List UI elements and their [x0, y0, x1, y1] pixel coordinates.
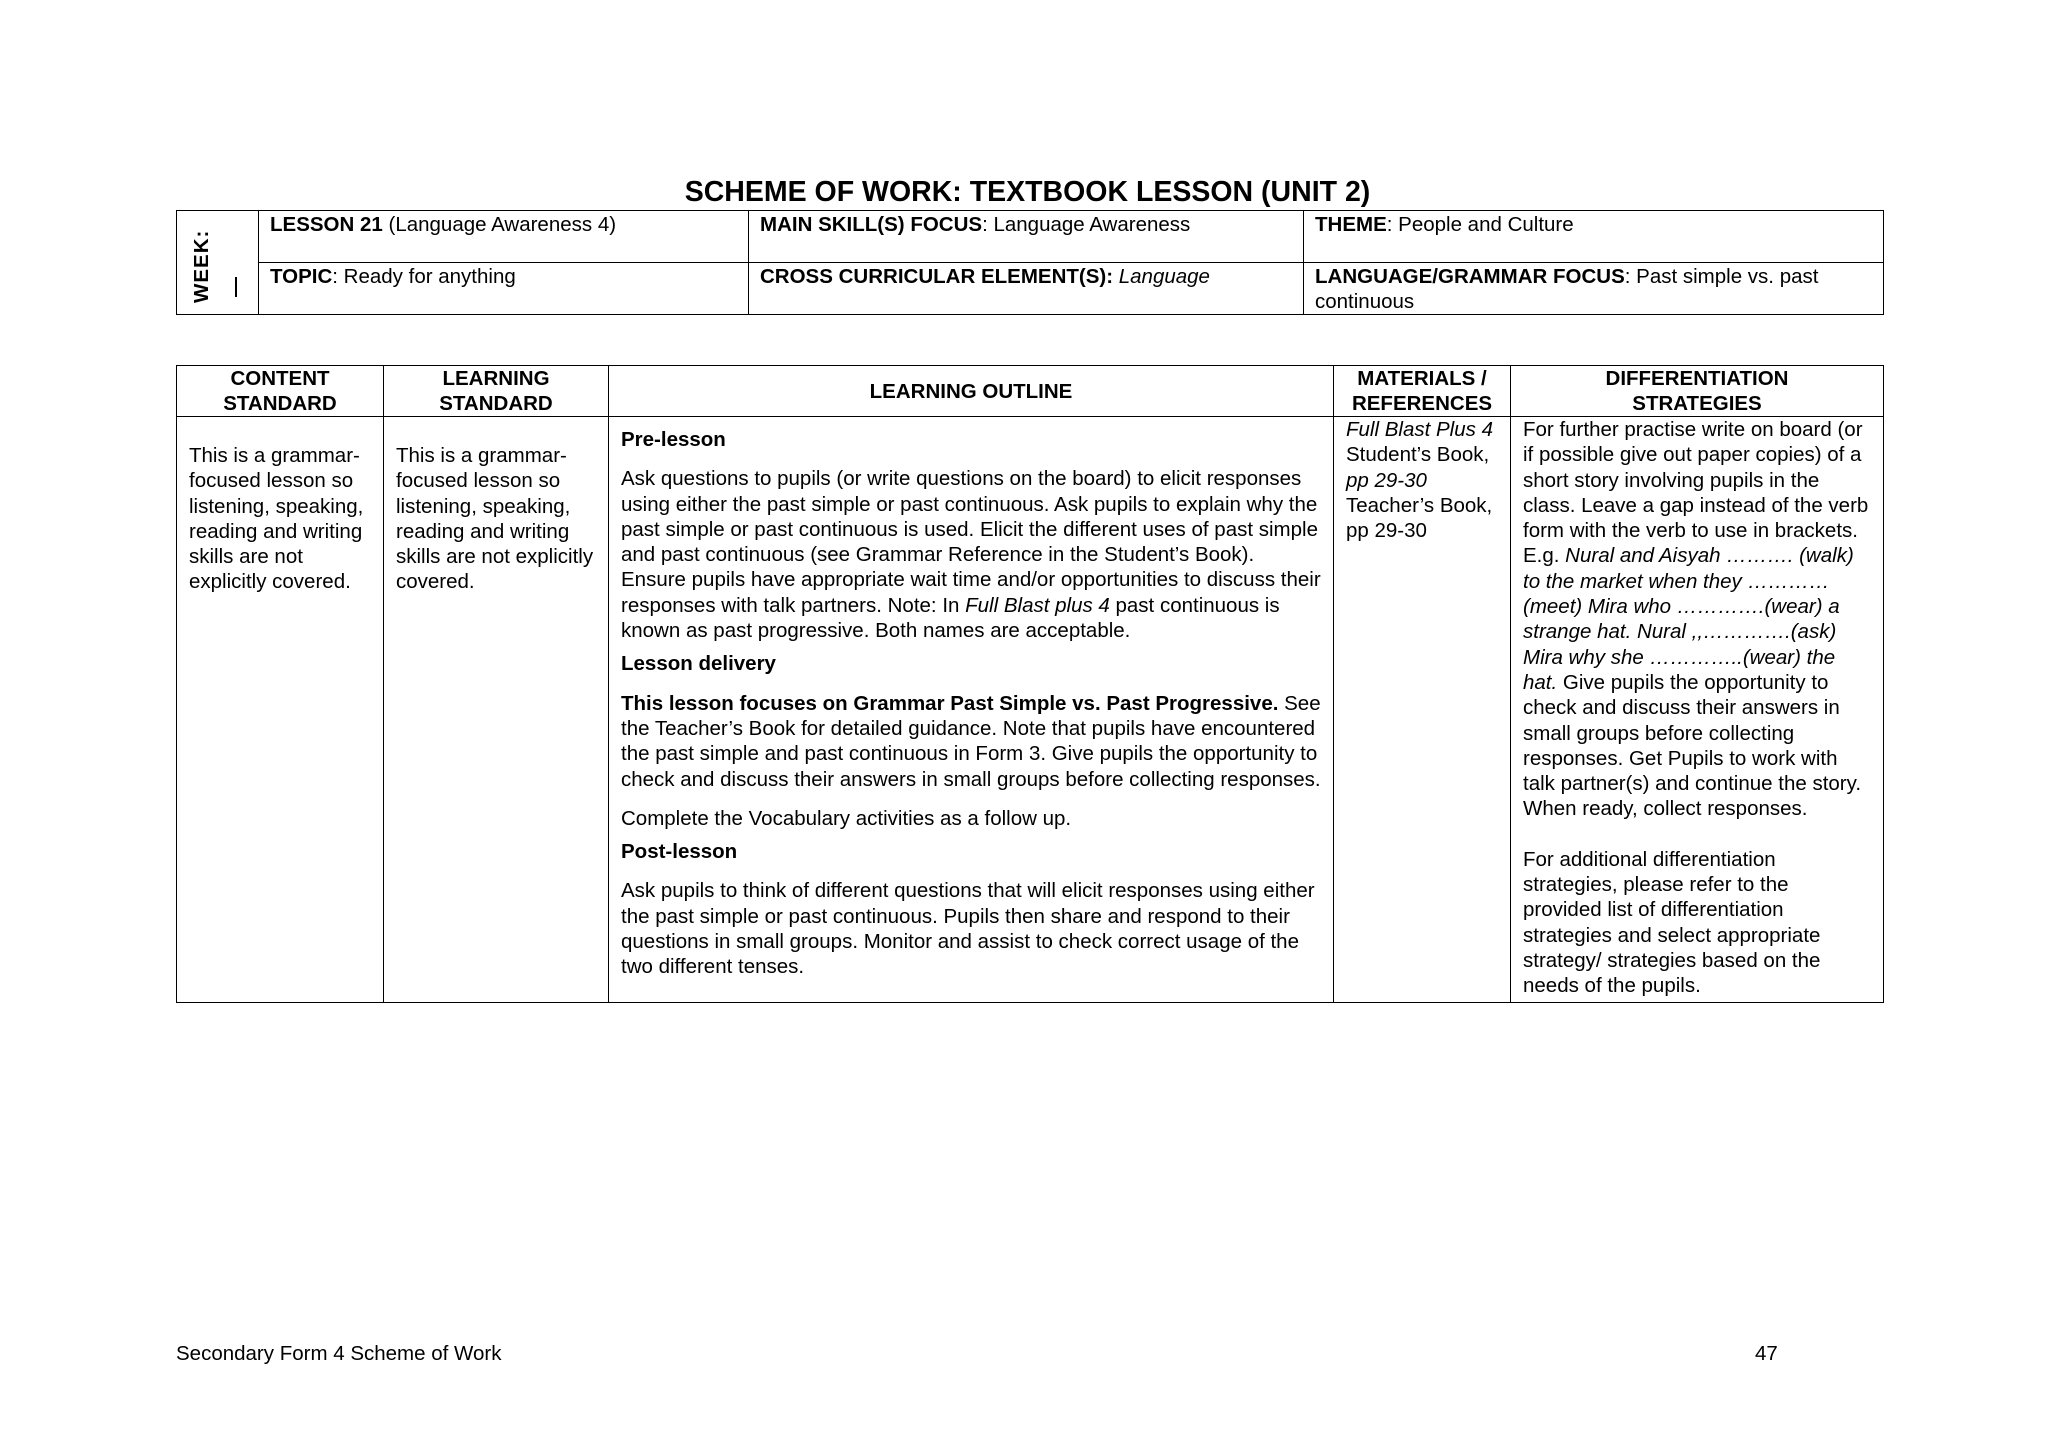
lesson-title: (Language Awareness 4)	[382, 213, 617, 236]
cross-curricular-label: CROSS CURRICULAR ELEMENT(S):	[760, 265, 1114, 288]
pre-lesson-heading: Pre-lesson	[621, 428, 726, 451]
week-label: WEEK:	[190, 229, 213, 303]
learning-outline-cell	[609, 417, 1334, 1003]
main-skill-label: MAIN SKILL(S) FOCUS	[760, 213, 983, 236]
pre-lesson-text-part2: past continuous is known as past progressive. Both names are acceptable.	[621, 593, 1280, 643]
topic-cell	[259, 263, 749, 315]
theme-cell	[1304, 211, 1884, 263]
lesson-delivery-text	[621, 691, 1321, 792]
differentiation-additional: For additional differentiation strategies, please refer to the provided list of differentiation strategies and select appropriate strategy/ strategies based on the needs of the pupils.	[1523, 847, 1821, 998]
learning-standard-header-line1: LEARNING	[442, 367, 550, 390]
differentiation-activity	[1523, 417, 1871, 822]
materials-teachers-book: Teacher’s Book, pp 29-30	[1346, 493, 1493, 543]
lesson-delivery-guidance: See the Teacher’s Book for detailed guidance. Note that pupils have encountered the past simple and past continuous in Form 3. Give pupils the opportunity to check and discuss their answers in small groups before collecting responses.	[621, 691, 1321, 791]
grammar-focus-value: : Past simple vs. past continuous	[1315, 265, 1819, 313]
materials-header	[1334, 366, 1511, 417]
lesson-cell	[259, 211, 749, 263]
differentiation-example-story: Nural and Aisyah ………. (walk) to the market when they …………(meet) Mira who ………….(wear) a strange hat. Nural ,,………….(ask) Mira why she …………..(wear) the hat.	[1523, 544, 1854, 694]
differentiation-header-line1: DIFFERENTIATION	[1605, 367, 1789, 390]
grammar-focus-cell	[1304, 263, 1884, 315]
lesson-delivery-focus: This lesson focuses on Grammar Past Simple vs. Past Progressive.	[621, 691, 1279, 715]
lesson-header-table	[176, 210, 1884, 315]
materials-students-book: Student’s Book,	[1346, 443, 1490, 467]
content-standard-cell: This is a grammar-focused lesson so listening, speaking, reading and writing skills are not explicitly covered.	[177, 417, 384, 1003]
main-skill-value: : Language Awareness	[982, 213, 1191, 236]
lesson-delivery-heading: Lesson delivery	[621, 652, 776, 676]
learning-outline-header: LEARNING OUTLINE	[609, 366, 1334, 417]
cross-curricular-cell	[749, 263, 1304, 315]
pre-lesson-text	[621, 466, 1321, 643]
materials-cell	[1334, 417, 1511, 1003]
week-value-blank	[235, 277, 237, 297]
differentiation-header	[1511, 366, 1884, 417]
differentiation-cell	[1511, 417, 1884, 1003]
learning-standard-header	[384, 366, 609, 417]
materials-header-line2: REFERENCES	[1351, 392, 1493, 415]
week-cell	[177, 211, 259, 315]
differentiation-text-part1: For further practise write on board (or if possible give out paper copies) of a short story involving pupils in the class. Leave a gap instead of the verb form with the verb to use in brackets. E.g.	[1523, 418, 1869, 568]
materials-header-line1: MATERIALS /	[1357, 367, 1487, 390]
page-number: 47	[1755, 1342, 1778, 1365]
cross-curricular-value: Language	[1113, 265, 1210, 288]
post-lesson-heading: Post-lesson	[621, 840, 738, 864]
footer-title: Secondary Form 4 Scheme of Work	[176, 1342, 502, 1365]
content-standard-header	[177, 366, 384, 417]
post-lesson-text: Ask pupils to think of different questions that will elicit responses using either the past simple or past continuous. Pupils then share and respond to their questions in small groups. Monitor and assist to check correct usage of the two different tenses.	[621, 879, 1315, 979]
topic-value: : Ready for anything	[332, 265, 516, 288]
learning-standard-header-line2: STANDARD	[439, 392, 553, 415]
lesson-plan-table	[176, 365, 1884, 1003]
pre-lesson-text-part1: Ask questions to pupils (or write questions on the board) to elicit responses using either the past simple or past continuous. Ask pupils to explain why the past simple or past continuous is used. Elicit the different uses of past simple and past continuous (see Grammar Reference in the Student’s Book). Ensure pupils have appropriate wait time and/or opportunities to discuss their responses with talk partners. Note: In	[621, 467, 1321, 617]
materials-book-title: Full Blast Plus 4	[1346, 418, 1493, 441]
pre-lesson-book-title: Full Blast plus 4	[965, 593, 1110, 617]
materials-pages: pp 29-30	[1346, 468, 1427, 492]
grammar-focus-label: LANGUAGE/GRAMMAR FOCUS	[1315, 265, 1625, 288]
content-standard-header-line2: STANDARD	[223, 392, 337, 415]
main-skill-cell	[749, 211, 1304, 263]
learning-standard-cell: This is a grammar-focused lesson so listening, speaking, reading and writing skills are not explicitly covered.	[384, 417, 609, 1003]
content-standard-header-line1: CONTENT	[230, 367, 330, 390]
theme-value: : People and Culture	[1386, 213, 1574, 236]
lesson-number: LESSON 21	[270, 213, 383, 236]
theme-label: THEME	[1315, 213, 1387, 236]
document-title: SCHEME OF WORK: TEXTBOOK LESSON (UNIT 2)	[684, 176, 1371, 208]
differentiation-header-line2: STRATEGIES	[1632, 392, 1762, 415]
vocabulary-text: Complete the Vocabulary activities as a follow up.	[621, 806, 1072, 830]
differentiation-text-part2: Give pupils the opportunity to check and discuss their answers in small groups before collecting responses. Get Pupils to work with talk partner(s) and continue the story. When ready, collect responses.	[1523, 670, 1862, 821]
topic-label: TOPIC	[270, 265, 333, 288]
